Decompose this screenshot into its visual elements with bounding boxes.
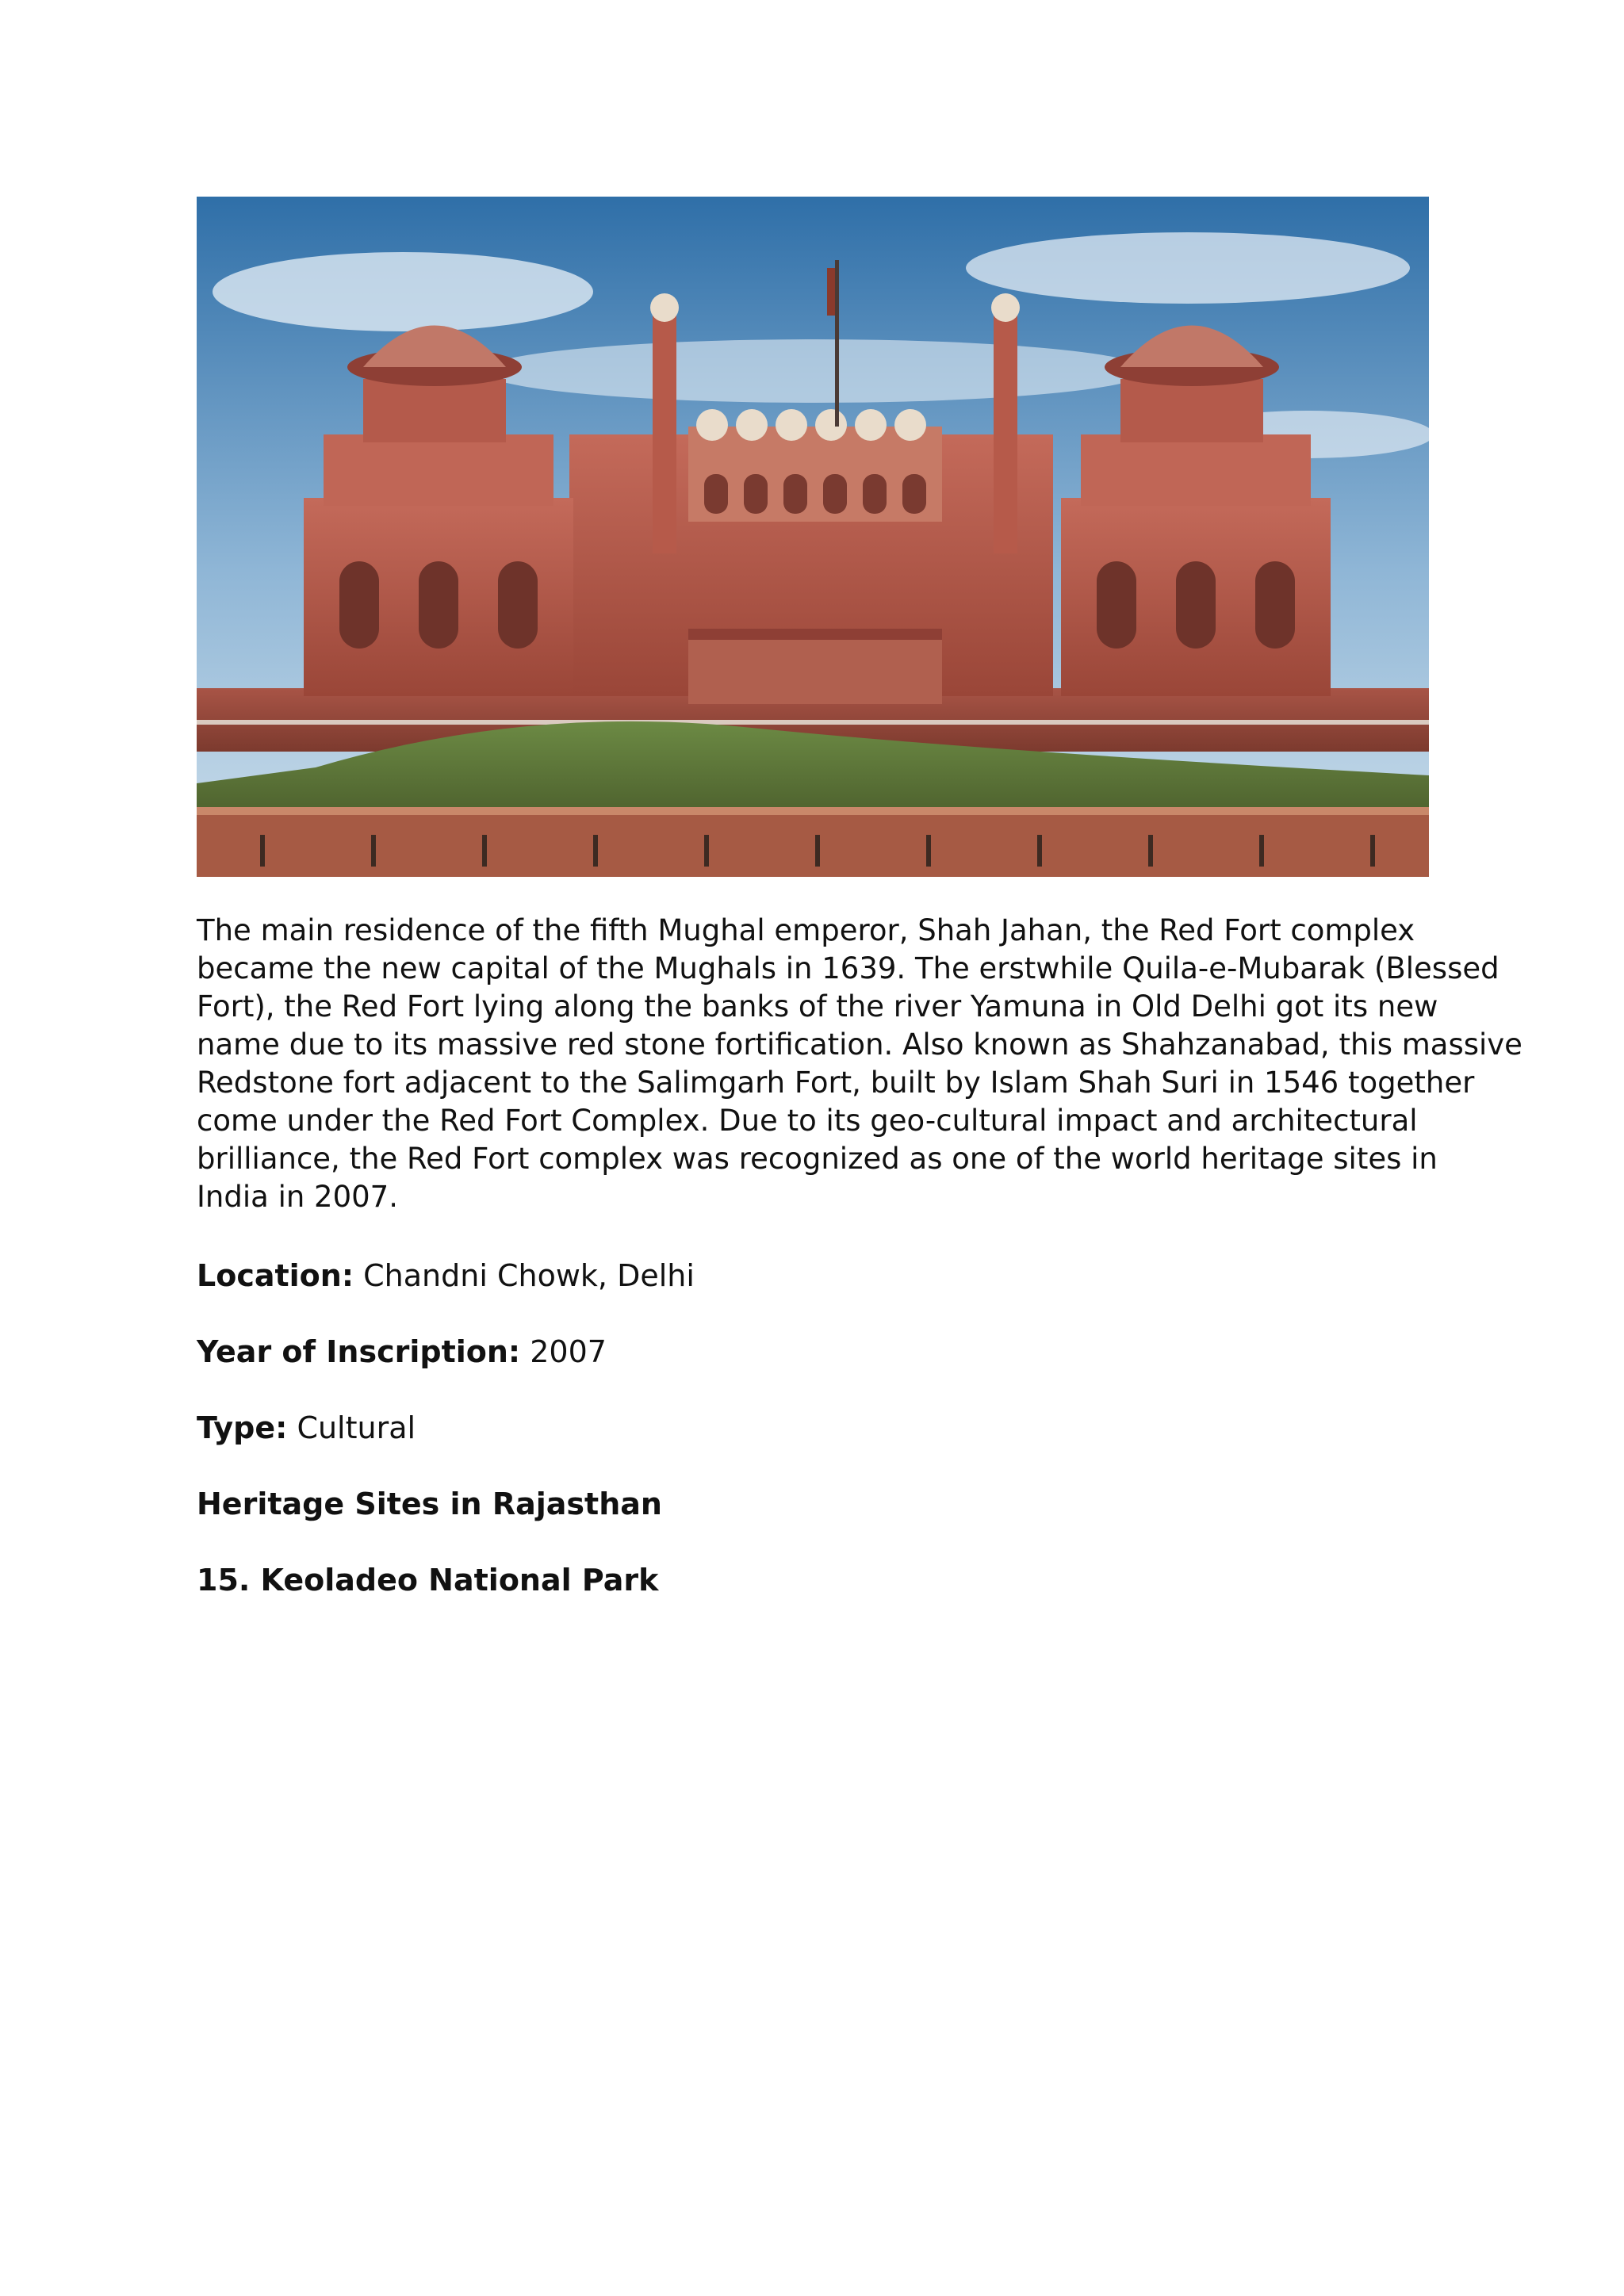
- location-label: Location:: [197, 1258, 354, 1293]
- location-field: [197, 1257, 695, 1295]
- article-content: [197, 912, 1529, 1598]
- type-label: Type:: [197, 1410, 288, 1445]
- year-label: Year of Inscription:: [197, 1334, 521, 1369]
- description-paragraph: The main residence of the fifth Mughal emperor, Shah Jahan, the Red Fort complex became the new capital of the Mughals in 1639. The erstwhile Quila-e-Mubarak (Blessed Fort), the Red Fort lying along the banks of the river Yamuna in Old Delhi got its new name due to its massive red stone fortification. Also known as Shahzanabad, this massive Redstone fort adjacent to the Salimgarh Fort, built by Islam Shah Suri in 1546 together come under the Red Fort Complex. Due to its geo-cultural impact and architectural brilliance, the Red Fort complex was recognized as one of the world heritage sites in India in 2007.: [197, 913, 1522, 1214]
- year-field: [197, 1333, 607, 1371]
- location-value: Chandni Chowk, Delhi: [354, 1258, 695, 1293]
- type-field: [197, 1409, 416, 1447]
- type-value: Cultural: [287, 1410, 416, 1445]
- next-item-heading: 15. Keoladeo National Park: [197, 1563, 659, 1598]
- section-heading: Heritage Sites in Rajasthan: [197, 1487, 662, 1521]
- year-value: 2007: [520, 1334, 607, 1369]
- red-fort-illustration: [197, 197, 1429, 877]
- red-fort-photo: [197, 197, 1429, 877]
